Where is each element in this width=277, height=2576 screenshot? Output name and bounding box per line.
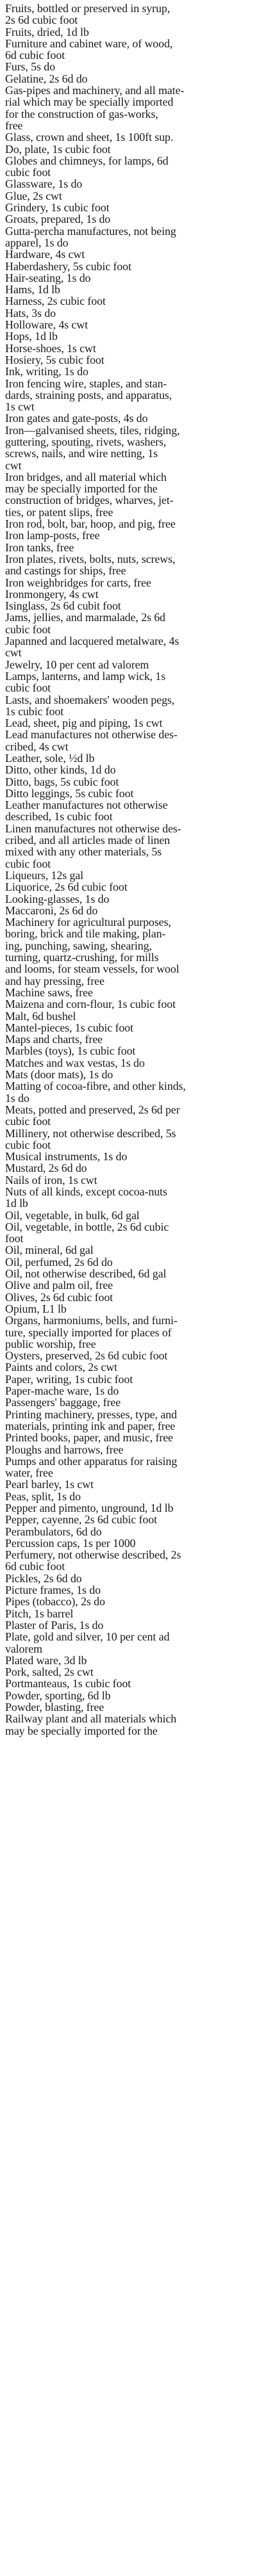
tariff-entry-line: Pitch, 1s barrel: [5, 1607, 74, 1620]
tariff-entry-line: screws, nails, and wire netting, 1s: [5, 447, 158, 460]
tariff-entry: [5, 1432, 273, 1443]
tariff-entry-line: Furs, 5s do: [5, 60, 55, 74]
tariff-entry: [5, 202, 273, 213]
tariff-entry: [5, 261, 273, 272]
tariff-entry-line: Glue, 2s cwt: [5, 189, 62, 202]
tariff-entry: [5, 1057, 273, 1069]
tariff-entry-line: ing, punching, sawing, shearing,: [5, 939, 152, 952]
tariff-entry-line: Hams, 1d lb: [5, 283, 60, 296]
tariff-entry-line: 1s do: [5, 1091, 29, 1105]
tariff-entry: [5, 1678, 273, 1689]
tariff-entry: [5, 1045, 273, 1057]
tariff-entry: [5, 1631, 273, 1655]
tariff-entry: [5, 530, 273, 541]
tariff-entry-line: Fruits, bottled or preserved in syrup,: [5, 2, 171, 15]
tariff-entry-line: Mustard, 2s 6d do: [5, 1162, 87, 1175]
tariff-entry-line: turning, quartz-crushing, for mills: [5, 951, 159, 964]
tariff-entry-line: Gutta-percha manufactures, not being: [5, 224, 176, 238]
tariff-entry-line: may be specially imported for the: [5, 482, 158, 496]
tariff-entry-line: water, free: [5, 1466, 53, 1480]
tariff-entry-line: Picture frames, 1s do: [5, 1584, 101, 1597]
tariff-entry: [5, 1502, 273, 1514]
tariff-entry-line: free: [5, 118, 23, 132]
tariff-entry: [5, 1573, 273, 1584]
tariff-entry-line: Hosiery, 5s cubic foot: [5, 353, 105, 366]
tariff-entry-line: Horse-shoes, 1s cwt: [5, 341, 96, 355]
tariff-entry: [5, 295, 273, 307]
tariff-entry-line: cubic foot: [5, 1138, 51, 1151]
tariff-entry-line: cribed, 4s cwt: [5, 740, 69, 753]
tariff-entry-line: Pepper, cayenne, 2s 6d cubic foot: [5, 1513, 157, 1527]
tariff-entry-line: Matches and wax vestas, 1s do: [5, 1056, 145, 1069]
tariff-entry-line: Iron gates and gate-posts, 4s do: [5, 412, 148, 425]
tariff-entry: [5, 1455, 273, 1479]
tariff-entry-line: 1s cubic foot: [5, 704, 64, 718]
tariff-entry-line: Holloware, 4s cwt: [5, 318, 88, 332]
tariff-entry: [5, 272, 273, 284]
tariff-entry-line: Glass, crown and sheet, 1s 100ft sup.: [5, 131, 174, 144]
tariff-entry: [5, 1690, 273, 1701]
tariff-entry: [5, 1033, 273, 1045]
tariff-entry: [5, 694, 273, 718]
tariff-entry-line: cwt: [5, 458, 22, 472]
tariff-entry-line: Plate, gold and silver, 10 per cent ad: [5, 1630, 170, 1644]
tariff-entry: [5, 1478, 273, 1490]
tariff-entry: [5, 1385, 273, 1397]
tariff-entry-line: for the construction of gas-works,: [5, 107, 158, 120]
tariff-entry-line: Maizena and corn-flour, 1s cubic foot: [5, 998, 176, 1011]
tariff-entry: [5, 1069, 273, 1080]
tariff-entry: [5, 729, 273, 752]
tariff-entry: [5, 284, 273, 295]
tariff-entry: [5, 1666, 273, 1678]
tariff-entry: [5, 343, 273, 354]
tariff-entry: [5, 155, 273, 179]
tariff-entry-line: Liquorice, 2s 6d cubic foot: [5, 880, 128, 894]
tariff-entry-line: Pumps and other apparatus for raising: [5, 1454, 178, 1468]
tariff-entry: [5, 893, 273, 905]
tariff-entry-line: Lead, sheet, pig and piping, 1s cwt: [5, 717, 163, 730]
tariff-entry: [5, 1373, 273, 1385]
tariff-entry-line: Oil, perfumed, 2s 6d do: [5, 1255, 113, 1268]
tariff-entry-line: Iron—galvanised sheets, tiles, ridging,: [5, 423, 180, 437]
tariff-entry-line: Ditto, other kinds, 1d do: [5, 763, 116, 777]
tariff-entry-line: cwt: [5, 646, 22, 660]
tariff-entry-line: Paints and colors, 2s cwt: [5, 1361, 117, 1374]
tariff-entry: [5, 788, 273, 799]
tariff-entry-line: described, 1s cubic foot: [5, 810, 113, 823]
tariff-entry: [5, 225, 273, 249]
tariff-entry: [5, 1186, 273, 1210]
tariff-entry-line: Perambulators, 6d do: [5, 1525, 102, 1538]
tariff-entry: [5, 1584, 273, 1596]
tariff-entry: [5, 1292, 273, 1303]
tariff-entry: [5, 1104, 273, 1128]
tariff-entry: [5, 1256, 273, 1268]
tariff-entry-line: foot: [5, 1232, 24, 1245]
tariff-entry-line: Liqueurs, 12s gal: [5, 868, 84, 882]
tariff-entry-line: Marbles (toys), 1s cubic foot: [5, 1044, 136, 1058]
tariff-entry-line: Ironmongery, 4s cwt: [5, 587, 99, 601]
tariff-entry-line: Mantel-pieces, 1s cubic foot: [5, 1021, 133, 1034]
tariff-entry: [5, 1080, 273, 1104]
tariff-entry: [5, 542, 273, 553]
tariff-entry-line: Pickles, 2s 6d do: [5, 1571, 82, 1585]
tariff-entry-line: Nails of iron, 1s cwt: [5, 1173, 97, 1187]
tariff-entry-line: Printing machinery, presses, type, and: [5, 1407, 177, 1421]
tariff-entry-line: Iron tanks, free: [5, 540, 74, 554]
tariff-entry: [5, 471, 273, 518]
tariff-entry-line: Matting of cocoa-fibre, and other kinds,: [5, 1080, 186, 1093]
tariff-entry: [5, 425, 273, 471]
tariff-entry-line: Organs, harmoniums, bells, and furni-: [5, 1314, 178, 1327]
tariff-entry: [5, 1713, 273, 1737]
tariff-entry-line: Do, plate, 1s cubic foot: [5, 142, 111, 156]
tariff-entry-line: Paper-mache ware, 1s do: [5, 1384, 119, 1398]
tariff-entry: [5, 577, 273, 588]
tariff-entry: [5, 3, 273, 26]
tariff-entry-line: valorem: [5, 1642, 42, 1655]
tariff-entry: [5, 131, 273, 143]
tariff-entry-line: Plaster of Paris, 1s do: [5, 1618, 104, 1632]
tariff-entry-line: cubic foot: [5, 1115, 51, 1128]
tariff-entry-line: Millinery, not otherwise described, 5s: [5, 1126, 176, 1140]
tariff-entry-line: 2s 6d cubic foot: [5, 13, 78, 27]
tariff-entry-line: Oysters, preserved, 2s 6d cubic foot: [5, 1349, 168, 1363]
tariff-entry: [5, 1537, 273, 1549]
tariff-entry-line: Hops, 1d lb: [5, 330, 58, 343]
tariff-entry-line: Nuts of all kinds, except cocoa-nuts: [5, 1185, 167, 1198]
tariff-entry: [5, 998, 273, 1010]
tariff-entry: [5, 1244, 273, 1256]
tariff-entry-line: Lead manufactures not otherwise des-: [5, 728, 178, 741]
tariff-entry-line: dards, straining posts, and apparatus,: [5, 388, 172, 401]
tariff-entry-line: rial which may be specially imported: [5, 95, 174, 109]
tariff-entry-line: Perfumery, not otherwise described, 2s: [5, 1548, 181, 1562]
tariff-entry-line: 6d cubic foot: [5, 1560, 65, 1573]
tariff-entry-line: Machine saws, free: [5, 985, 93, 999]
tariff-entry: [5, 1128, 273, 1151]
tariff-entry-line: Linen manufactures not otherwise des-: [5, 822, 181, 835]
tariff-entry-line: Olive and palm oil, free: [5, 1279, 113, 1292]
tariff-entry: [5, 1268, 273, 1279]
tariff-entry-line: Oil, vegetable, in bulk, 6d gal: [5, 1208, 140, 1222]
tariff-entry: [5, 1701, 273, 1713]
tariff-entry: [5, 378, 273, 413]
tariff-entry-line: public worship, free: [5, 1337, 96, 1350]
tariff-entry-line: Ditto, bags, 5s cubic foot: [5, 775, 119, 788]
tariff-entry-line: cubic foot: [5, 681, 51, 695]
tariff-entry: [5, 1397, 273, 1408]
tariff-entry: [5, 670, 273, 694]
tariff-entry-line: Furniture and cabinet ware, of wood,: [5, 36, 173, 50]
tariff-entry: [5, 588, 273, 600]
tariff-entry-line: Jams, jellies, and marmalade, 2s 6d: [5, 611, 165, 624]
tariff-entry-line: ture, specially imported for places of: [5, 1325, 172, 1339]
tariff-entry: [5, 1596, 273, 1607]
tariff-entry-line: Powder, sporting, 6d lb: [5, 1689, 111, 1702]
tariff-entry-line: Iron plates, rivets, bolts, nuts, screws,: [5, 552, 176, 565]
tariff-entry: [5, 366, 273, 377]
tariff-entry: [5, 600, 273, 612]
tariff-entry: [5, 1221, 273, 1245]
tariff-entry-line: Meats, potted and preserved, 2s 6d per: [5, 1103, 180, 1116]
tariff-entry-line: Pepper and pimento, unground, 1d lb: [5, 1502, 174, 1514]
tariff-entry-line: Fruits, dried, 1d lb: [5, 25, 89, 38]
tariff-entry: [5, 26, 273, 38]
tariff-entry: [5, 1174, 273, 1186]
tariff-entry: [5, 1444, 273, 1455]
tariff-entry: [5, 85, 273, 131]
tariff-entry-line: Iron weighbridges for carts, free: [5, 576, 151, 589]
tariff-entry-line: Opium, L1 lb: [5, 1302, 67, 1315]
tariff-entry: [5, 1619, 273, 1631]
tariff-entry-line: Portmanteaus, 1s cubic foot: [5, 1677, 131, 1690]
tariff-entry-line: cubic foot: [5, 857, 51, 870]
tariff-entry-line: Iron bridges, and all material which: [5, 470, 167, 483]
tariff-entry-line: may be specially imported for the: [5, 1724, 158, 1737]
tariff-entry-line: and castings for ships, free: [5, 564, 126, 578]
tariff-entry: [5, 612, 273, 635]
tariff-entry: [5, 823, 273, 870]
tariff-entry-line: apparel, 1s do: [5, 236, 69, 249]
tariff-entry: [5, 1526, 273, 1537]
tariff-entry-line: Oil, not otherwise described, 6d gal: [5, 1267, 167, 1281]
tariff-entry-line: Isinglass, 2s 6d cubit foot: [5, 599, 121, 613]
tariff-entry-line: materials, printing ink and paper, free: [5, 1419, 176, 1432]
tariff-entry: [5, 354, 273, 366]
tariff-entry-line: Peas, split, 1s do: [5, 1489, 81, 1503]
tariff-entry: [5, 1409, 273, 1432]
tariff-entry-line: Ploughs and harrows, free: [5, 1443, 124, 1456]
tariff-entry: [5, 1361, 273, 1373]
tariff-entry-line: guttering, spouting, rivets, washers,: [5, 435, 167, 448]
tariff-entry-line: Gas-pipes and machinery, and all mate-: [5, 84, 185, 97]
tariff-entry-line: mixed with any other materials, 5s: [5, 845, 162, 859]
tariff-entry-line: Groats, prepared, 1s do: [5, 213, 111, 226]
tariff-entry: [5, 190, 273, 202]
tariff-entry-line: Oil, mineral, 6d gal: [5, 1243, 94, 1257]
tariff-entry-line: Leather, sole, ½d lb: [5, 752, 95, 765]
tariff-entry-line: Maccaroni, 2s 6d do: [5, 903, 98, 917]
tariff-entry: [5, 1655, 273, 1666]
tariff-entry: [5, 1210, 273, 1221]
tariff-entry-line: Ditto leggings, 5s cubic foot: [5, 786, 134, 800]
tariff-entry: [5, 752, 273, 764]
tariff-entry: [5, 143, 273, 155]
tariff-entry-line: Glassware, 1s do: [5, 177, 83, 191]
tariff-entry: [5, 61, 273, 72]
tariff-entry-line: Hair-seating, 1s do: [5, 271, 91, 284]
tariff-entry-line: Lamps, lanterns, and lamp wick, 1s: [5, 669, 165, 683]
tariff-entry-line: Lasts, and shoemakers' wooden pegs,: [5, 693, 175, 706]
tariff-entry-line: Grindery, 1s cubic foot: [5, 201, 110, 215]
tariff-entry-line: Olives, 2s 6d cubic foot: [5, 1290, 113, 1304]
tariff-entry-line: Hats, 3s do: [5, 306, 56, 320]
tariff-entry-line: Gelatine, 2s 6d do: [5, 72, 88, 85]
tariff-entry: [5, 870, 273, 881]
tariff-entry-line: Mats (door mats), 1s do: [5, 1068, 113, 1081]
tariff-entry-line: Jewelry, 10 per cent ad valorem: [5, 658, 149, 671]
tariff-entry-line: Percussion caps, 1s per 1000: [5, 1536, 136, 1550]
tariff-entry-line: Ink, writing, 1s do: [5, 365, 88, 378]
tariff-entry: [5, 518, 273, 530]
tariff-entry-line: and looms, for steam vessels, for wool: [5, 962, 180, 976]
tariff-entry-line: and hay pressing, free: [5, 974, 105, 987]
tariff-entry-line: Printed books, paper, and music, free: [5, 1431, 173, 1445]
tariff-entry: [5, 330, 273, 342]
tariff-entry-line: Hardware, 4s cwt: [5, 248, 85, 261]
tariff-entry-line: Passengers' baggage, free: [5, 1396, 121, 1409]
tariff-entry: [5, 987, 273, 998]
tariff-entry: [5, 248, 273, 260]
tariff-entry-line: Malt, 6d bushel: [5, 1009, 76, 1023]
tariff-entry-line: ties, or patent slips, free: [5, 505, 113, 519]
tariff-entry-line: Japanned and lacquered metalware, 4s: [5, 635, 180, 648]
tariff-entry: [5, 1549, 273, 1573]
tariff-entry-line: Iron rod, bolt, bar, hoop, and pig, free: [5, 517, 176, 531]
tariff-entry: [5, 1350, 273, 1361]
tariff-entry-line: Harness, 2s cubic foot: [5, 295, 106, 308]
tariff-entry: [5, 1608, 273, 1619]
tariff-entry: [5, 659, 273, 670]
tariff-entry: [5, 881, 273, 893]
tariff-entry: [5, 319, 273, 330]
tariff-entry: [5, 776, 273, 788]
tariff-entry: [5, 1022, 273, 1033]
tariff-entry: [5, 73, 273, 85]
tariff-entry: [5, 717, 273, 729]
tariff-entry: [5, 1279, 273, 1291]
tariff-entry-line: Looking-glasses, 1s do: [5, 892, 110, 905]
tariff-entry: [5, 213, 273, 225]
tariff-entry-line: Oil, vegetable, in bottle, 2s 6d cubic: [5, 1220, 169, 1233]
tariff-entry: [5, 178, 273, 190]
tariff-entry: [5, 1315, 273, 1350]
tariff-entry-line: 1d lb: [5, 1197, 28, 1210]
tariff-entry: [5, 1010, 273, 1022]
tariff-entry-line: 1s cwt: [5, 400, 35, 414]
tariff-entry-line: construction of bridges, wharves, jet-: [5, 494, 174, 507]
tariff-entry-line: Iron lamp-posts, free: [5, 529, 100, 542]
tariff-entry-line: cribed, and all articles made of linen: [5, 834, 170, 847]
tariff-entry: [5, 1151, 273, 1162]
tariff-entry-line: Pipes (tobacco), 2s do: [5, 1595, 105, 1608]
tariff-entry-line: Globes and chimneys, for lamps, 6d: [5, 154, 169, 167]
tariff-entry: [5, 764, 273, 775]
tariff-entry-line: Paper, writing, 1s cubic foot: [5, 1372, 133, 1386]
tariff-entry-line: Pork, salted, 2s cwt: [5, 1665, 94, 1679]
tariff-entry-line: Powder, blasting, free: [5, 1701, 105, 1714]
tariff-entry: [5, 553, 273, 577]
tariff-entry-line: 6d cubic foot: [5, 49, 65, 62]
tariff-entry-line: cubic foot: [5, 166, 51, 179]
tariff-entry-line: Leather manufactures not otherwise: [5, 798, 168, 812]
tariff-entry-line: Iron fencing wire, staples, and stan-: [5, 377, 167, 390]
tariff-entry-line: boring, brick and tile making, plan-: [5, 927, 166, 941]
tariff-entry: [5, 307, 273, 319]
tariff-entry-line: Pearl barley, 1s cwt: [5, 1478, 94, 1491]
tariff-entry-line: Maps and charts, free: [5, 1033, 103, 1046]
tariff-entry: [5, 1162, 273, 1174]
tariff-entry-line: Haberdashery, 5s cubic foot: [5, 259, 131, 273]
tariff-entry: [5, 1303, 273, 1315]
tariff-entry: [5, 1514, 273, 1525]
tariff-entry: [5, 905, 273, 916]
tariff-entry-line: cubic foot: [5, 622, 51, 636]
tariff-entry-line: Musical instruments, 1s do: [5, 1150, 128, 1163]
tariff-entry: [5, 38, 273, 61]
tariff-entry: [5, 916, 273, 987]
tariff-entry: [5, 1491, 273, 1502]
tariff-entry-line: Plated ware, 3d lb: [5, 1653, 87, 1667]
tariff-entry: [5, 412, 273, 424]
tariff-entry: [5, 799, 273, 823]
tariff-entry: [5, 635, 273, 659]
tariff-entry-line: Railway plant and all materials which: [5, 1712, 177, 1726]
tariff-entry-line: Machinery for agricultural purposes,: [5, 916, 171, 929]
